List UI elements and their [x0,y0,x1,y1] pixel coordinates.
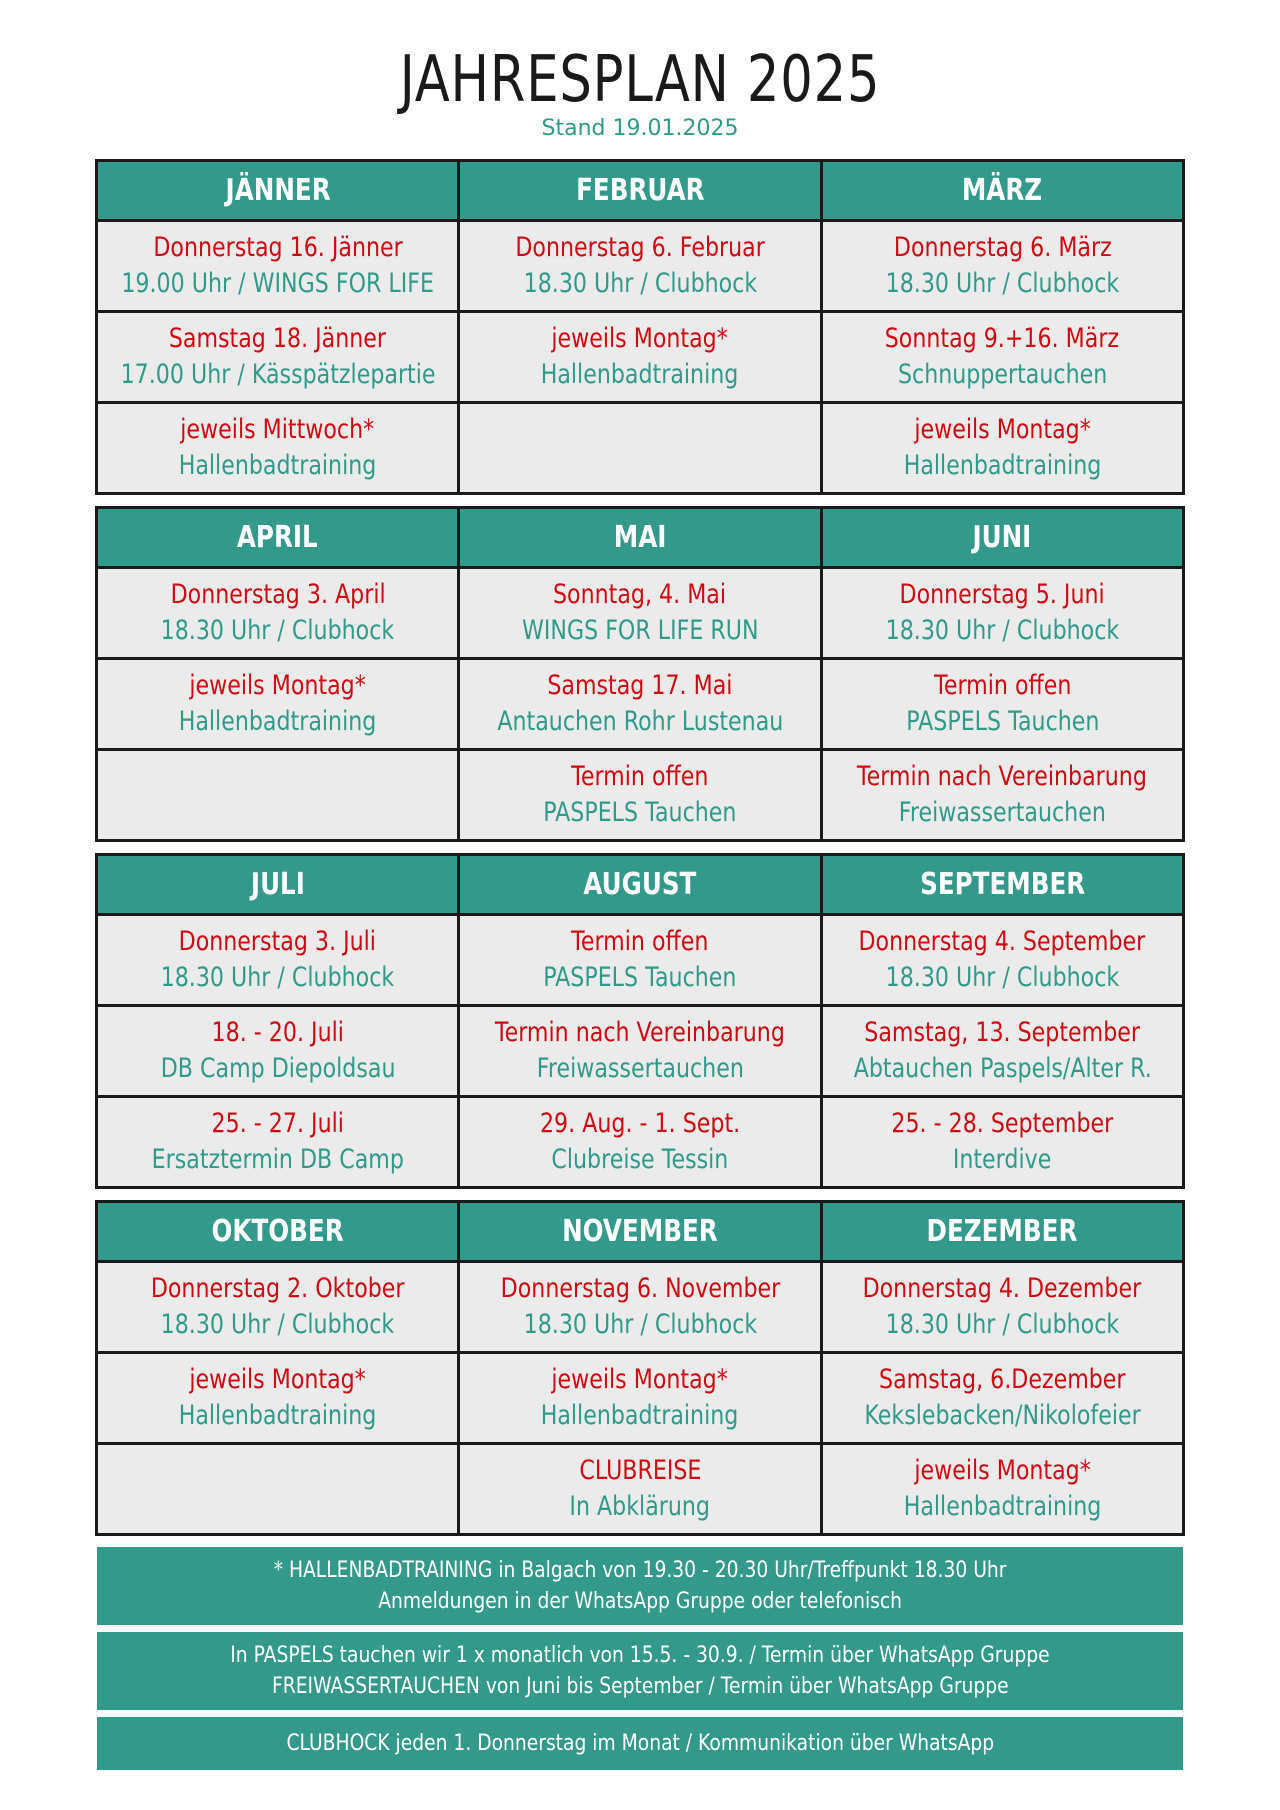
event-detail: 18.30 Uhr / Clubhock [160,1309,395,1340]
event-date: Termin offen [933,670,1071,701]
event-detail: Freiwassertauchen [536,1053,744,1084]
event-date: jeweils Montag* [189,670,366,701]
event-date: Termin offen [571,926,709,957]
event-date: 18. - 20. Juli [211,1017,344,1048]
event-date: Donnerstag 3. Juli [179,926,377,957]
event-detail: Hallenbadtraining [178,706,377,737]
event-detail: Clubreise Tessin [551,1144,729,1175]
quarter-table [95,853,1185,1189]
event-date: Termin offen [571,761,709,792]
event-detail: Hallenbadtraining [178,450,377,481]
month-header [98,509,457,566]
event-detail: 18.30 Uhr / Clubhock [885,1309,1120,1340]
event-cell [823,1263,1182,1351]
event-detail: 18.30 Uhr / Clubhock [160,615,395,646]
event-detail: 18.30 Uhr / Clubhock [523,268,757,299]
note-hallenbad [97,1547,1183,1625]
month-header [98,162,457,219]
month-name: OKTOBER [211,1214,344,1249]
event-cell [460,916,819,1004]
note-line: In PASPELS tauchen wir 1 x monatlich von 15.5. - 30.9. / Termin über WhatsApp Gruppe [230,1643,1050,1668]
event-date: CLUBREISE [578,1455,702,1486]
event-cell [823,1007,1182,1095]
event-cell [460,660,819,748]
event-detail: Hallenbadtraining [541,1400,739,1431]
month-header [823,856,1182,913]
month-name: MÄRZ [962,173,1043,208]
event-date: Termin nach Vereinbarung [857,761,1148,792]
event-date: Donnerstag 4. September [858,926,1146,957]
month-name: JUNI [972,520,1032,555]
event-detail: 18.30 Uhr / Clubhock [885,268,1120,299]
event-date: Donnerstag 2. Oktober [150,1273,405,1304]
event-date: Samstag 17. Mai [547,670,733,701]
month-name: DEZEMBER [926,1214,1078,1249]
event-detail: PASPELS Tauchen [543,797,737,828]
month-header [460,856,819,913]
event-date: Donnerstag 16. Jänner [152,232,403,263]
event-date: jeweils Montag* [551,1364,729,1395]
event-date: 25. - 27. Juli [211,1108,344,1139]
event-cell [460,222,819,310]
quarter-table [95,159,1185,495]
event-detail: Schnuppertauchen [897,359,1107,390]
event-cell [460,1445,819,1533]
month-header [823,509,1182,566]
event-cell [823,1354,1182,1442]
event-detail: Hallenbadtraining [541,359,739,390]
month-name: AUGUST [583,867,697,902]
event-cell [823,222,1182,310]
event-date: Samstag, 6.Dezember [879,1364,1126,1395]
event-cell [823,569,1182,657]
event-detail: 17.00 Uhr / Kässpätzlepartie [120,359,436,390]
note-line: Anmeldungen in der WhatsApp Gruppe oder telefonisch [378,1589,902,1614]
note-line: FREIWASSERTAUCHEN von Juni bis September / Termin über WhatsApp Gruppe [271,1674,1009,1699]
quarter-table [95,506,1185,842]
event-date: Donnerstag 4. Dezember [862,1273,1142,1304]
event-detail: DB Camp Diepoldsau [160,1053,396,1084]
event-cell [98,404,457,492]
note-line: * HALLENBADTRAINING in Balgach von 19.30 - 20.30 Uhr/Treffpunkt 18.30 Uhr [273,1558,1007,1583]
event-detail: Hallenbadtraining [178,1400,377,1431]
event-detail: Antauchen Rohr Lustenau [497,706,783,737]
event-cell [460,313,819,401]
month-header [823,162,1182,219]
event-detail: Freiwassertauchen [898,797,1106,828]
event-date: jeweils Montag* [914,1455,1091,1486]
event-cell [460,751,819,839]
event-detail: Hallenbadtraining [903,450,1102,481]
event-date: jeweils Mittwoch* [180,414,375,445]
event-cell [823,404,1182,492]
quarter-table [95,1200,1185,1536]
event-detail: Hallenbadtraining [903,1491,1102,1522]
event-date: Donnerstag 6. November [500,1273,780,1304]
event-date: jeweils Montag* [189,1364,366,1395]
month-header [460,509,819,566]
event-cell [823,1098,1182,1186]
event-date: 25. - 28. September [891,1108,1114,1139]
note-line: CLUBHOCK jeden 1. Donnerstag im Monat / Kommunikation über WhatsApp [286,1731,994,1756]
month-name: APRIL [237,520,319,555]
event-cell [823,916,1182,1004]
note-paspels [97,1632,1183,1710]
event-cell [98,1354,457,1442]
month-name: SEPTEMBER [919,867,1085,902]
note-clubhock [97,1717,1183,1770]
month-name: JULI [250,867,305,902]
event-cell [460,1098,819,1186]
month-header [98,1203,457,1260]
event-detail: WINGS FOR LIFE RUN [521,615,759,646]
event-cell [460,1007,819,1095]
month-name: NOVEMBER [562,1214,718,1249]
event-cell [98,1445,457,1533]
event-cell [823,313,1182,401]
event-cell [823,660,1182,748]
event-cell [98,660,457,748]
event-date: Donnerstag 6. März [893,232,1112,263]
event-date: 29. Aug. - 1. Sept. [539,1108,741,1139]
page-title: JAHRESPLAN 2025 [399,43,881,117]
event-cell [823,751,1182,839]
stand-date: Stand 19.01.2025 [541,116,739,141]
event-date: jeweils Montag* [914,414,1091,445]
month-name: MAI [613,520,667,555]
event-cell [460,404,819,492]
event-cell [98,1098,457,1186]
event-cell [460,569,819,657]
event-detail: 19.00 Uhr / WINGS FOR LIFE [121,268,435,299]
event-cell [98,313,457,401]
month-name: FEBRUAR [575,173,705,208]
event-detail: 18.30 Uhr / Clubhock [885,962,1120,993]
month-header [98,856,457,913]
event-detail: Ersatztermin DB Camp [151,1144,404,1175]
event-detail: 18.30 Uhr / Clubhock [160,962,395,993]
event-date: Donnerstag 3. April [170,579,386,610]
event-detail: Interdive [953,1144,1052,1175]
event-date: Samstag, 13. September [864,1017,1141,1048]
event-detail: In Abklärung [569,1491,711,1522]
event-cell [460,1263,819,1351]
month-header [460,1203,819,1260]
event-date: Donnerstag 5. Juni [899,579,1105,610]
month-header [460,162,819,219]
month-name: JÄNNER [225,173,331,208]
event-cell [98,1007,457,1095]
event-date: Donnerstag 6. Februar [515,232,765,263]
event-detail: 18.30 Uhr / Clubhock [885,615,1120,646]
month-header [823,1203,1182,1260]
event-detail: PASPELS Tauchen [543,962,737,993]
event-date: jeweils Montag* [551,323,729,354]
event-date: Sonntag 9.+16. März [885,323,1120,354]
event-date: Samstag 18. Jänner [169,323,387,354]
event-date: Termin nach Vereinbarung [494,1017,786,1048]
event-cell [98,569,457,657]
event-date: Sonntag, 4. Mai [553,579,727,610]
event-detail: 18.30 Uhr / Clubhock [523,1309,757,1340]
event-detail: Kekslebacken/Nikolofeier [864,1400,1141,1431]
event-cell [98,222,457,310]
event-cell [98,916,457,1004]
event-cell [823,1445,1182,1533]
event-cell [98,751,457,839]
event-detail: Abtauchen Paspels/Alter R. [853,1053,1152,1084]
event-cell [98,1263,457,1351]
event-cell [460,1354,819,1442]
event-detail: PASPELS Tauchen [905,706,1099,737]
